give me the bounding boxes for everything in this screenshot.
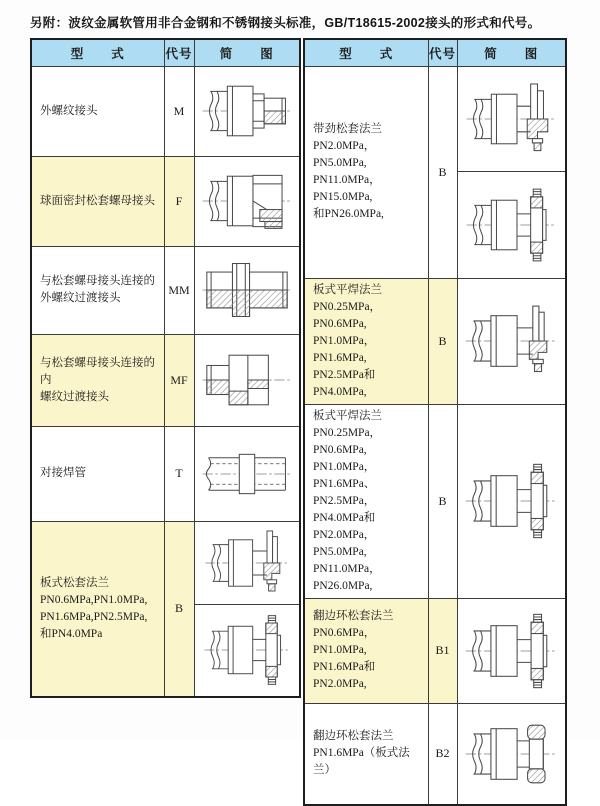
code-cell: B [164, 521, 194, 697]
diagram-cell [194, 66, 300, 156]
type-cell: 翻边环松套法兰 PN0.6MPa，PN1.0MPa, PN1.6MPa和PN2.0MPa, [304, 598, 428, 703]
code-cell: B [428, 66, 457, 278]
necked-loose-flange-diagram-bottom [464, 185, 558, 265]
table-row [31, 246, 300, 334]
type-cell: 带劲松套法兰 PN2.0MPa，PN5.0MPa, PN11.0MPa，PN15.0MPa, 和PN26.0MPa, [304, 66, 428, 278]
type-cell: 球面密封松套螺母接头 [31, 156, 164, 246]
male-thread-fitting-diagram [200, 72, 294, 150]
page-title: 另附：波纹金属软管用非合金钢和不锈钢接头标准，GB/T18615-2002接头的形式和代号。 [30, 16, 541, 30]
code-cell: M [164, 66, 194, 156]
type-cell: 与松套螺母接头连接的内 螺纹过渡接头 [31, 334, 164, 426]
type-cell: 对接焊管 [31, 426, 164, 521]
table-row [31, 334, 300, 426]
spherical-seal-loose-nut-fitting-diagram [200, 162, 294, 240]
male-female-adapter-diagram [200, 341, 294, 419]
table-row [304, 703, 566, 805]
plate-welded-flange-bolted-diagram [463, 460, 559, 542]
plate-loose-flange-diagram-bottom [202, 612, 292, 688]
plate-welded-flange-diagram [463, 300, 559, 382]
table-row [304, 598, 566, 703]
diagram-cell [457, 598, 566, 703]
plate-loose-flange-diagram-top [202, 527, 292, 599]
diagram-cell [457, 66, 566, 278]
header-row [31, 39, 300, 66]
diagram-cell [194, 156, 300, 246]
code-cell: F [164, 156, 194, 246]
type-cell: 与松套螺母接头连接的 外螺纹过渡接头 [31, 246, 164, 334]
diagram-cell [194, 521, 300, 697]
fitting-table-left [30, 38, 301, 698]
fitting-table-right [303, 38, 567, 806]
column-header-code: 代号 [428, 39, 457, 66]
diagram-cell [194, 246, 300, 334]
code-cell: B1 [428, 598, 457, 703]
type-cell: 板式平焊法兰 PN0.25MPa，PN0.6MPa, PN1.0MPa，PN1.6MPa, PN2.5MPa和PN4.0MPa, [304, 278, 428, 404]
type-cell: 板式松套法兰 PN0.6MPa,PN1.0MPa, PN1.6MPa,PN2.5MPa, 和PN4.0MPa [31, 521, 164, 697]
table-row [31, 156, 300, 246]
column-header-diagram: 简 图 [457, 39, 566, 66]
table-row [31, 521, 300, 697]
code-cell: B2 [428, 703, 457, 805]
diagram-cell [457, 703, 566, 805]
table-row [304, 66, 566, 278]
flanged-ring-plate-flange-diagram [463, 713, 559, 795]
flanged-ring-loose-flange-diagram [463, 610, 559, 692]
diagram-cell [457, 278, 566, 404]
code-cell: MM [164, 246, 194, 334]
type-cell: 翻边环松套法兰 PN1.6MPa（板式法兰） [304, 703, 428, 805]
type-cell: 外螺纹接头 [31, 66, 164, 156]
table-row [304, 404, 566, 598]
column-header-code: 代号 [164, 39, 194, 66]
code-cell: MF [164, 334, 194, 426]
male-male-adapter-diagram [200, 251, 294, 329]
column-header-type: 型 式 [304, 39, 428, 66]
table-row [304, 278, 566, 404]
code-cell: T [164, 426, 194, 521]
header-row [304, 39, 566, 66]
table-row [31, 66, 300, 156]
table-row [31, 426, 300, 521]
diagram-cell [457, 404, 566, 598]
type-cell: 板式平焊法兰 PN0.25MPa，PN0.6MPa, PN1.0MPa，PN1.6MPa、 PN2.5MPa，PN4.0MPa和 PN2.0MPa，PN5.0MPa, PN11.0MPa，PN26.0MPa, [304, 404, 428, 598]
column-header-type: 型 式 [31, 39, 164, 66]
column-header-diagram: 简 图 [194, 39, 300, 66]
butt-weld-pipe-diagram [200, 435, 294, 513]
diagram-cell [194, 426, 300, 521]
code-cell: B [428, 404, 457, 598]
code-cell: B [428, 278, 457, 404]
diagram-cell [194, 334, 300, 426]
necked-loose-flange-diagram-top [464, 79, 558, 159]
